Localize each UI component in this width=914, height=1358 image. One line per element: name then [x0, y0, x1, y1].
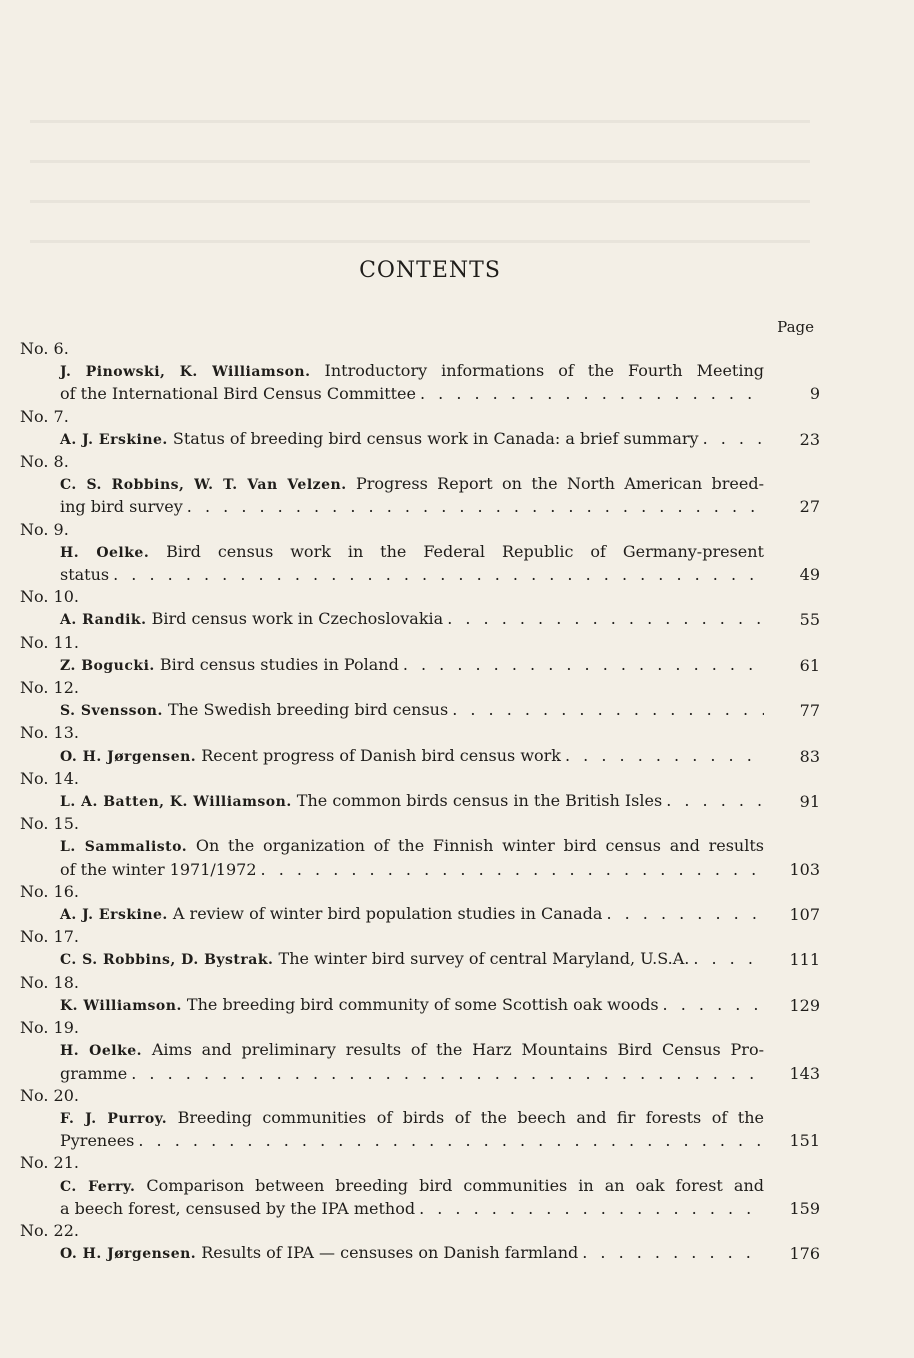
entry-author: C. Ferry.	[60, 1178, 136, 1195]
entry-number: No. 15.	[20, 814, 79, 834]
toc-entry[interactable]	[20, 654, 820, 677]
entry-author: A. J. Erskine.	[60, 907, 168, 924]
entry-last-line	[60, 1130, 764, 1152]
entry-author: C. S. Robbins, D. Bystrak.	[60, 952, 274, 969]
entry-title-text: Progress Report on the North American breed-	[355, 474, 764, 494]
entry-title-text: Bird census studies in Poland	[159, 654, 399, 674]
entry-title-text: of the International Bird Census Committee	[60, 384, 416, 404]
entry-title-line	[60, 835, 764, 858]
toc-entry[interactable]	[20, 903, 820, 926]
entry-title-text: a beech forest, censused by the IPA method	[60, 1198, 416, 1218]
entry-title-line	[60, 1039, 764, 1062]
entry-page-number: 107	[789, 905, 820, 925]
dot-leader	[663, 994, 764, 1016]
entry-author: A. Randik.	[60, 612, 147, 629]
entry-number: No. 18.	[20, 972, 79, 992]
contents-list	[20, 338, 820, 1265]
toc-entry[interactable]	[20, 428, 820, 451]
entry-page-number: 129	[789, 995, 820, 1015]
entry-title-text: Results of IPA — censuses on Danish farmland	[201, 1243, 579, 1263]
entry-author: J. Pinowski, K. Williamson.	[60, 364, 311, 381]
toc-entry[interactable]	[20, 1039, 820, 1084]
entry-last-line	[60, 428, 764, 451]
entry-number: No. 12.	[20, 678, 79, 698]
entry-author: L. Sammalisto.	[60, 839, 188, 856]
entry-title-text: Recent progress of Danish bird census work	[201, 745, 561, 765]
entry-page-number: 49	[799, 565, 820, 585]
dot-leader	[452, 699, 764, 721]
entry-author: Z. Bogucki.	[60, 657, 155, 674]
entry-title-text: Status of breeding bird census work in Canada: a brief summary	[172, 428, 699, 448]
entry-title-text: The Swedish breeding bird census	[167, 700, 449, 720]
dot-leader	[582, 1242, 764, 1264]
entry-title-text: A review of winter bird population studies in Canada	[172, 904, 603, 924]
entry-title-line	[60, 1175, 764, 1198]
entry-last-line	[60, 1242, 764, 1265]
entry-last-line	[60, 496, 764, 518]
entry-page-number: 159	[789, 1198, 820, 1218]
entry-author: K. Williamson.	[60, 997, 182, 1014]
entry-last-line	[60, 1063, 764, 1085]
dot-leader	[138, 1130, 764, 1152]
entry-last-line	[60, 948, 764, 971]
entry-page-number: 77	[799, 701, 820, 721]
entry-title-line	[60, 1107, 764, 1130]
entry-title-text: gramme	[60, 1063, 128, 1083]
entry-number: No. 9.	[20, 519, 69, 539]
entry-number: No. 11.	[20, 632, 79, 652]
entry-last-line	[60, 859, 764, 881]
entry-page-number: 103	[789, 859, 820, 879]
toc-entry[interactable]	[20, 608, 820, 631]
entry-page-number: 23	[799, 429, 820, 449]
entry-title-line	[60, 541, 764, 564]
toc-entry[interactable]	[20, 1242, 820, 1265]
entry-page-number: 111	[789, 950, 820, 970]
entry-page-number: 151	[789, 1131, 820, 1151]
entry-author: H. Oelke.	[60, 544, 150, 561]
entry-author: C. S. Robbins, W. T. Van Velzen.	[60, 477, 347, 494]
bleed-through-shadow	[30, 100, 810, 260]
entry-number: No. 16.	[20, 881, 79, 901]
toc-entry[interactable]	[20, 948, 820, 971]
dot-leader	[565, 745, 764, 767]
entry-title-text: Bird census work in the Federal Republic of Germany-present	[166, 541, 764, 561]
toc-entry[interactable]	[20, 790, 820, 813]
entry-page-number: 9	[809, 384, 820, 404]
dot-leader	[113, 564, 764, 586]
entry-last-line	[60, 699, 764, 722]
dot-leader	[693, 948, 764, 970]
entry-page-number: 176	[789, 1244, 820, 1264]
entry-number: No. 13.	[20, 723, 79, 743]
entry-last-line	[60, 654, 764, 677]
toc-entry[interactable]	[20, 994, 820, 1017]
toc-entry[interactable]	[20, 473, 820, 518]
entry-title-text: The breeding bird community of some Scottish oak woods	[186, 994, 659, 1014]
entry-title-line	[60, 473, 764, 496]
entry-last-line	[60, 790, 764, 813]
toc-entry[interactable]	[20, 835, 820, 880]
entry-last-line	[60, 564, 764, 586]
entry-title-text: The winter bird survey of central Maryland, U.S.A.	[278, 949, 690, 969]
dot-leader	[703, 428, 764, 450]
entry-title-text: Comparison between breeding bird communities in an oak forest and	[146, 1175, 764, 1195]
entry-number: No. 6.	[20, 339, 69, 358]
entry-page-number: 143	[789, 1063, 820, 1083]
page-title: CONTENTS	[359, 258, 501, 283]
entry-number: No. 21.	[20, 1153, 79, 1173]
entry-number: No. 8.	[20, 452, 69, 472]
dot-leader	[131, 1063, 764, 1085]
entry-page-number: 83	[799, 746, 820, 766]
entry-author: O. H. Jørgensen.	[60, 748, 197, 765]
page-column-label: Page	[777, 318, 814, 336]
entry-page-number: 27	[799, 497, 820, 517]
entry-number: No. 20.	[20, 1085, 79, 1105]
dot-leader	[187, 496, 764, 518]
entry-page-number: 55	[799, 610, 820, 630]
entry-number: No. 10.	[20, 587, 79, 607]
dot-leader	[606, 903, 764, 925]
toc-entry[interactable]	[20, 745, 820, 768]
entry-last-line	[60, 994, 764, 1017]
entry-page-number: 91	[799, 792, 820, 812]
entry-last-line	[60, 383, 764, 405]
entry-author: H. Oelke.	[60, 1043, 143, 1060]
dot-leader	[420, 383, 764, 405]
toc-entry[interactable]	[20, 699, 820, 722]
entry-title-text: of the winter 1971/1972	[60, 859, 257, 879]
entry-last-line	[60, 903, 764, 926]
entry-title-text: The common birds census in the British Isles	[296, 791, 663, 811]
toc-entry[interactable]	[20, 360, 820, 405]
entry-title-text: Bird census work in Czechoslovakia	[151, 609, 444, 629]
entry-title-text: Introductory informations of the Fourth Meeting	[324, 361, 765, 381]
dot-leader	[447, 608, 764, 630]
dot-leader	[666, 790, 764, 812]
entry-number: No. 7.	[20, 406, 69, 426]
entry-last-line	[60, 745, 764, 768]
entry-title-text: Breeding communities of birds of the beech and fir forests of the	[177, 1107, 765, 1127]
dot-leader	[261, 859, 764, 881]
entry-title-text: Pyrenees	[60, 1131, 135, 1151]
entry-title-text: ing bird survey	[60, 497, 183, 517]
toc-entry[interactable]	[20, 541, 820, 586]
entry-title-text: status	[60, 565, 110, 585]
entry-last-line	[60, 608, 764, 631]
entry-last-line	[60, 1198, 764, 1220]
entry-page-number: 61	[799, 655, 820, 675]
entry-author: S. Svensson.	[60, 703, 163, 720]
toc-entry[interactable]	[20, 1107, 820, 1152]
entry-author: L. A. Batten, K. Williamson.	[60, 794, 292, 811]
entry-title-text: Aims and preliminary results of the Harz Mountains Bird Census Pro-	[151, 1040, 764, 1060]
toc-entry[interactable]	[20, 1175, 820, 1220]
entry-author: A. J. Erskine.	[60, 431, 168, 448]
entry-author: F. J. Purroy.	[60, 1110, 168, 1127]
entry-number: No. 19.	[20, 1018, 79, 1038]
entry-title-text: On the organization of the Finnish winter bird census and results	[195, 836, 764, 856]
entry-number: No. 22.	[20, 1220, 79, 1240]
entry-number: No. 17.	[20, 927, 79, 947]
entry-title-line	[60, 360, 764, 383]
dot-leader	[419, 1198, 764, 1220]
entry-author: O. H. Jørgensen.	[60, 1246, 197, 1263]
dot-leader	[403, 654, 764, 676]
entry-number: No. 14.	[20, 768, 79, 788]
